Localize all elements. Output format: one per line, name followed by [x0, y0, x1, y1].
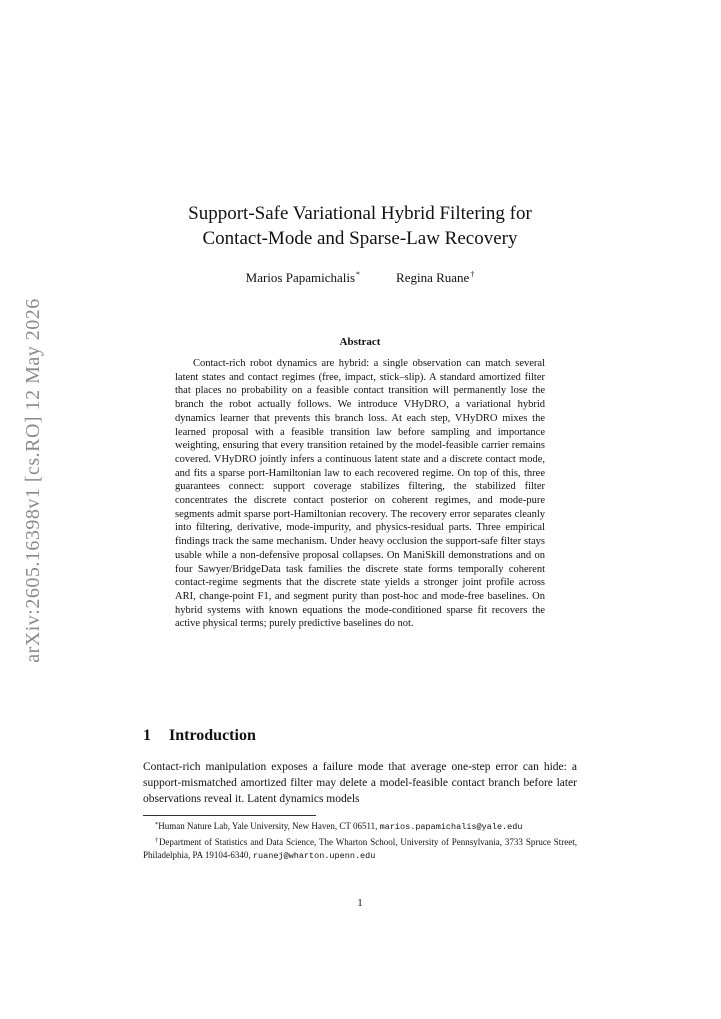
author-1-mark: * — [356, 270, 361, 279]
footnote-2-text: Department of Statistics and Data Science, The Wharton School, University of Pennsylvania, 3733 Spruce Street, Philadelphia, PA 19104-6340, — [143, 837, 578, 860]
abstract-text: Contact-rich robot dynamics are hybrid: a single observation can match several latent states and contact regimes (free, impact, stick–slip). A standard amortized filter that places no probability on a feasible contact transition will permanently lose the branch the robot actually follows. We introduce VHyDRO, a variational hybrid dynamics learner that prevents this branch loss. At each step, VHyDRO mixes the learned proposal with a feasible transition law before sampling and importance weighting, ensuring that every transition retained by the model-feasible carrier remains covered. VHyDRO jointly infers a continuous latent state and a discrete contact mode, and fits a sparse port-Hamiltonian law to each recovered regime. On top of this, three guarantees connect: support coverage stabilizes filtering, the stabilized filter concentrates the discrete contact posterior on coherent regimes, and mode-pure segments admit sparse port-Hamiltonian recovery. The recovery error separates cleanly into filtering, derivative, mode-impurity, and physics-residual parts. Three empirical findings track the same mechanism. Under heavy occlusion the support-safe filter stays usable while a non-defensive proposal collapses. On ManiSkill demonstrations and on four Sawyer/BridgeData task families the discrete state forms temporally coherent contact-regime segments that the discrete state yields a stronger joint profile across ARI, change-point F1, and segment purity than post-hoc and mode-free baselines. On hybrid systems with known equations the mode-conditioned sparse fit recovers the active physical terms; purely predictive baselines do not. — [175, 358, 545, 630]
arxiv-identifier-stamp — [13, 290, 53, 670]
footnote-1-mark: * — [155, 821, 159, 828]
author-1-name: Marios Papamichalis — [245, 270, 356, 285]
footnote-divider — [143, 815, 316, 816]
section-number: 1 — [143, 727, 151, 744]
footnote-2-mark: † — [155, 837, 159, 844]
section-title: Introduction — [169, 727, 256, 744]
arxiv-identifier-text: arXiv:2605.16398v1 [cs.RO] 12 May 2026 — [21, 297, 44, 663]
author-1 — [246, 270, 360, 286]
author-list — [140, 270, 580, 286]
footnote-affiliation-1 — [143, 818, 577, 834]
section-heading-introduction — [143, 727, 256, 745]
footnote-1-email: marios.papamichalis@yale.edu — [379, 822, 523, 832]
abstract-heading: Abstract — [339, 336, 381, 348]
paper-title-line-2: Contact-Mode and Sparse-Law Recovery — [202, 228, 518, 249]
footnote-1-text: Human Nature Lab, Yale University, New Haven, CT 06511, — [158, 821, 378, 831]
footnote-2-email: ruanej@wharton.upenn.edu — [252, 851, 376, 861]
page-number: 1 — [357, 897, 363, 909]
author-2-name: Regina Ruane — [396, 270, 470, 285]
paper-title-line-1: Support-Safe Variational Hybrid Filtering for — [188, 203, 532, 224]
footnote-affiliation-2 — [143, 834, 577, 863]
author-2-mark: † — [470, 270, 475, 279]
paper-title — [140, 201, 580, 251]
introduction-paragraph: Contact-rich manipulation exposes a failure mode that average one-step error can hide: a support-mismatched amortized filter may delete a model-feasible contact branch before later observations reveal it. Latent dynamics models — [143, 761, 577, 805]
footnotes — [143, 818, 577, 863]
author-2 — [396, 270, 474, 286]
